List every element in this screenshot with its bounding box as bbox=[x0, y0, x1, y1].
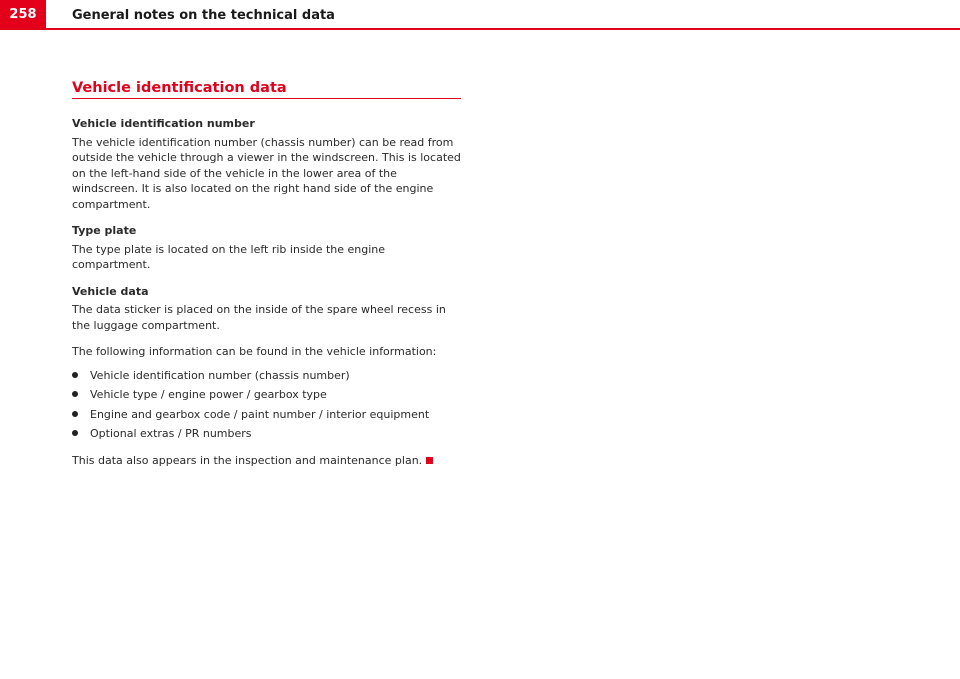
section-heading: Vehicle identification data bbox=[72, 80, 287, 96]
list-item-text: Vehicle identification number (chassis number) bbox=[90, 368, 350, 382]
info-bullet-list bbox=[72, 368, 464, 442]
vin-paragraph: The vehicle identification number (chassis number) can be read from outside the vehicle through a viewer in the windscreen. This is located on the left-hand side of the vehicle in the lower area of the windscreen. It is also located on the right hand side of the engine compartment. bbox=[72, 135, 461, 211]
bullet-icon bbox=[72, 391, 78, 397]
bullet-icon bbox=[72, 411, 78, 417]
closing-text: This data also appears in the inspection and maintenance plan. bbox=[72, 453, 423, 467]
closing-paragraph bbox=[72, 453, 464, 469]
list-item bbox=[72, 368, 464, 384]
list-item-text: Optional extras / PR numbers bbox=[90, 427, 252, 440]
page-number: 258 bbox=[0, 0, 46, 29]
content-column bbox=[72, 116, 464, 468]
header-rule bbox=[0, 28, 960, 30]
vehicle-data-heading: Vehicle data bbox=[72, 284, 149, 298]
section-rule bbox=[72, 98, 461, 99]
list-item bbox=[72, 426, 464, 442]
list-item bbox=[72, 407, 464, 423]
list-item bbox=[72, 387, 464, 403]
type-plate-paragraph: The type plate is located on the left rib inside the engine compartment. bbox=[72, 242, 386, 271]
bullet-icon bbox=[72, 430, 78, 436]
vin-heading: Vehicle identification number bbox=[72, 117, 255, 130]
info-intro: The following information can be found in the vehicle information: bbox=[72, 345, 437, 358]
chapter-title: General notes on the technical data bbox=[72, 8, 335, 23]
end-of-section-icon bbox=[426, 457, 433, 464]
vehicle-data-paragraph: The data sticker is placed on the inside of the spare wheel recess in the luggage compartment. bbox=[72, 303, 446, 332]
list-item-text: Vehicle type / engine power / gearbox type bbox=[90, 388, 327, 401]
bullet-icon bbox=[72, 372, 78, 378]
type-plate-heading: Type plate bbox=[72, 224, 137, 237]
page-header bbox=[0, 0, 960, 29]
list-item-text: Engine and gearbox code / paint number / interior equipment bbox=[90, 407, 430, 421]
